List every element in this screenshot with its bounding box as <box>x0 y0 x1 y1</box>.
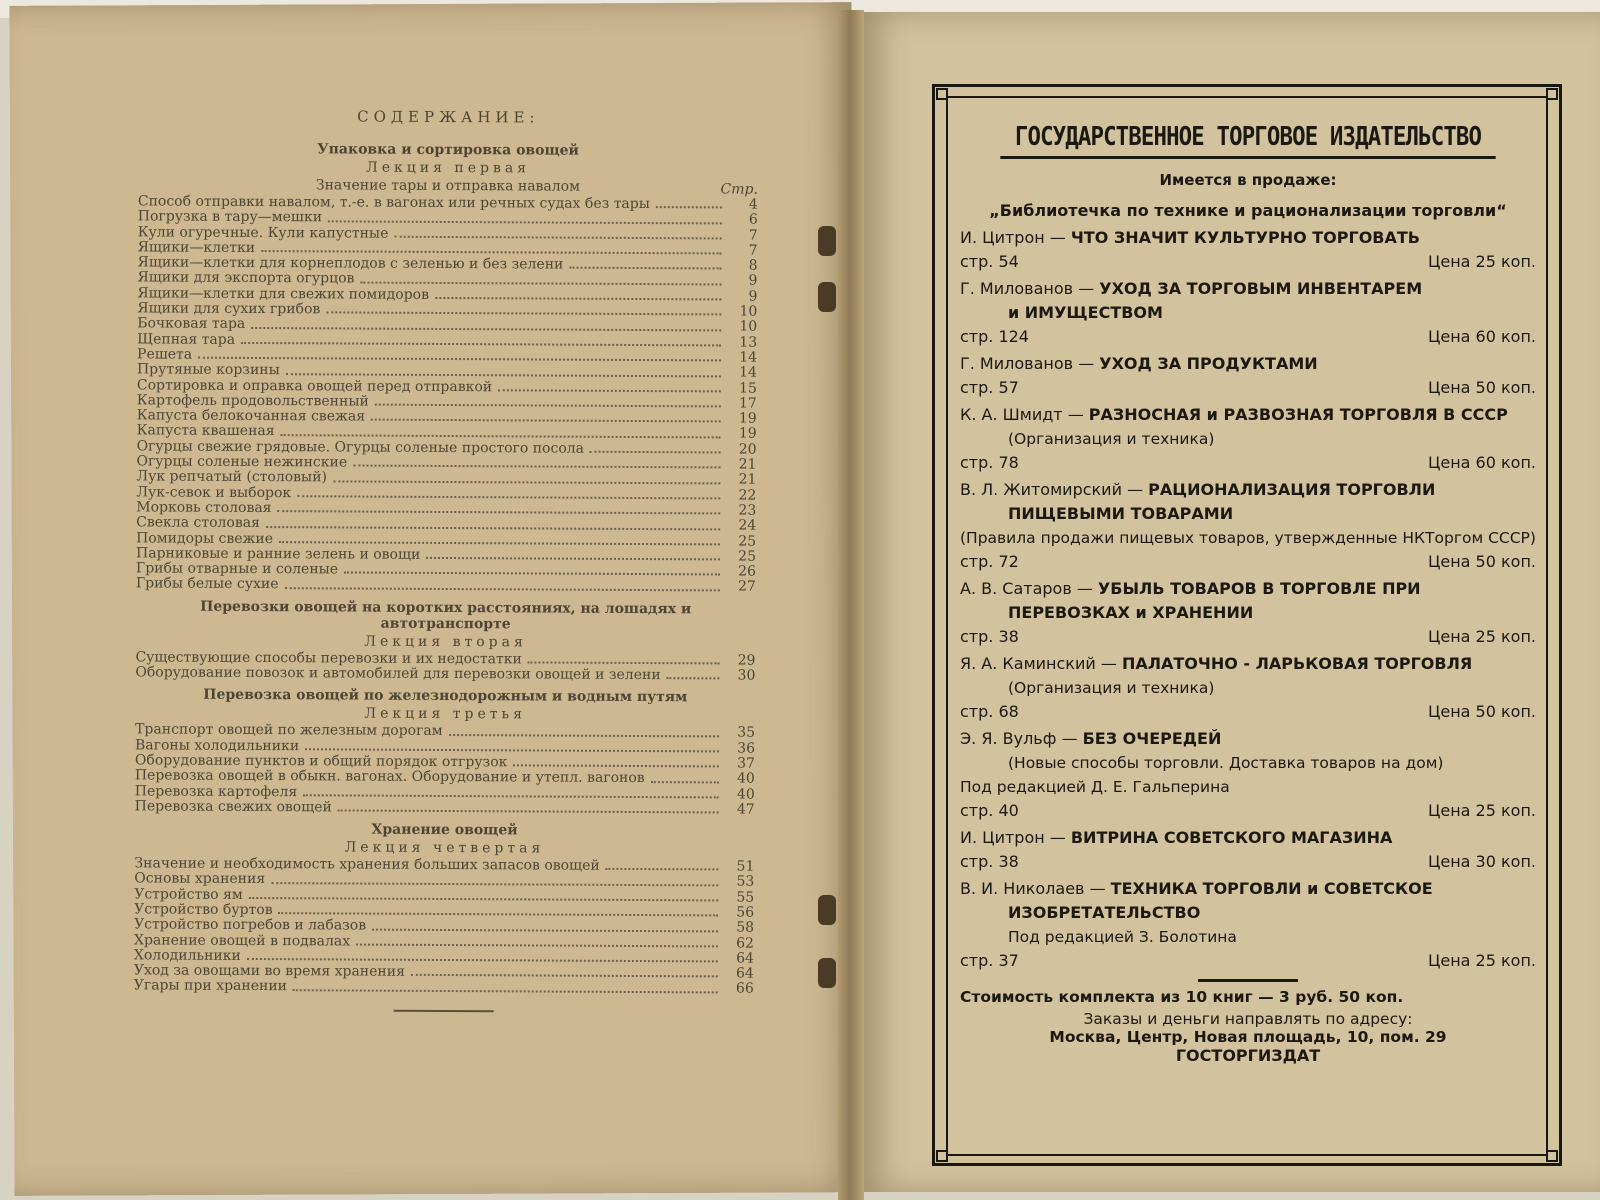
toc-section-title: Перевозки овощей на коротких расстояниях, на лошадях и автотранспорте <box>200 598 692 633</box>
toc-entry-page: 10 <box>739 318 758 336</box>
toc-entry-title: Морковь столовая <box>136 499 272 517</box>
dot-leader <box>328 220 722 224</box>
toc-entry-page: 21 <box>738 471 757 488</box>
staple-mark <box>818 282 836 312</box>
toc-lecture-label: Лекция первая <box>366 159 531 177</box>
book-author: И. Цитрон — <box>960 828 1071 847</box>
toc-entry-page: 66 <box>735 980 754 998</box>
dot-leader <box>372 928 718 932</box>
toc-entry-page: 40 <box>736 786 755 803</box>
toc-entry-page: 56 <box>736 904 755 921</box>
book-title: ПАЛАТОЧНО - ЛАРЬКОВАЯ ТОРГОВЛЯ <box>1121 654 1473 673</box>
toc-entry-page: 29 <box>737 652 756 669</box>
book-heading <box>960 277 1536 301</box>
dot-leader <box>528 661 720 664</box>
book-entry <box>960 652 1536 724</box>
toc-entry-title: Щепная тара <box>137 331 236 348</box>
toc-entry-title: Угары при хранении <box>133 977 288 995</box>
toc-entry-page: 55 <box>736 889 755 906</box>
book-price: Цена 25 коп. <box>1427 627 1536 646</box>
book-heading <box>960 352 1536 376</box>
toc-section-subtitle: Значение тары и отправка навалом <box>315 177 581 195</box>
book-heading <box>960 226 1536 250</box>
book-price: Цена 30 коп. <box>1427 852 1536 871</box>
toc-entry-page: 17 <box>738 395 757 412</box>
book-entry <box>960 352 1536 400</box>
toc-entry-title: Перевозка свежих овощей <box>134 798 332 816</box>
dot-leader <box>281 434 721 438</box>
series-title: „Библиотечка по технике и рационализации торговли“ <box>989 201 1507 220</box>
book-title: ВИТРИНА СОВЕТСКОГО МАГАЗИНА <box>1070 828 1393 847</box>
toc-entry <box>135 665 755 684</box>
toc-entry-page: 53 <box>736 873 755 891</box>
order-address: Москва, Центр, Новая площадь, 10, пом. 29 <box>1049 1028 1447 1046</box>
toc-entry-page: 22 <box>738 487 757 504</box>
book-price: Цена 50 коп. <box>1427 702 1536 721</box>
toc-entry-title: Ящики—клетки <box>137 239 256 256</box>
toc-entry-page: 25 <box>738 533 757 550</box>
dot-leader <box>338 810 719 814</box>
ad-divider <box>1198 979 1298 982</box>
book-author: Г. Милованов — <box>960 354 1100 373</box>
book-pages: стр. 38 <box>960 627 1019 646</box>
toc-entry-title: Значение и необходимость хранения больших запасов овощей <box>134 855 600 874</box>
dot-leader <box>278 510 721 514</box>
dot-leader <box>656 206 722 208</box>
book-pages: стр. 40 <box>960 801 1019 820</box>
book-title: ТЕХНИКА ТОРГОВЛИ и СОВЕТСКОЕ <box>1110 879 1433 898</box>
book-meta <box>960 700 1536 724</box>
book-entry <box>960 826 1536 874</box>
toc-entry-title: Оборудование пунктов и общий порядок отгрузок <box>134 752 508 771</box>
dot-leader <box>426 557 720 561</box>
toc-section-title: Перевозка овощей по железнодорожным и водным путям <box>203 687 688 706</box>
dot-leader <box>360 281 721 285</box>
toc-heading: СОДЕРЖАНИЕ: <box>357 107 540 127</box>
toc-entry-page: 64 <box>735 965 754 982</box>
toc-entry-title: Транспорт овощей по железным дорогам <box>135 721 443 740</box>
book-note: (Правила продажи пищевых товаров, утвержденные НКТоргом СССР) <box>960 529 1536 547</box>
publisher-title: ГОСУДАРСТВЕННОЕ ТОРГОВОЕ ИЗДАТЕЛЬСТВО <box>1000 122 1495 159</box>
toc-entry-page: 21 <box>738 456 757 473</box>
book-price: Цена 60 коп. <box>1427 453 1536 472</box>
book-pages: стр. 37 <box>960 951 1019 970</box>
toc-entry <box>137 332 757 351</box>
toc-entry-page: 26 <box>738 563 756 580</box>
dot-leader <box>326 312 721 316</box>
toc-entry-page: 25 <box>738 548 757 565</box>
toc-entry-title: Вагоны холодильники <box>134 736 300 754</box>
dot-leader <box>305 748 719 752</box>
book-title-continued: и ИМУЩЕСТВОМ <box>1008 303 1163 322</box>
toc-entry-page: 20 <box>738 441 757 458</box>
toc-lecture-label: Лекция вторая <box>364 633 527 651</box>
dot-leader <box>606 868 719 871</box>
toc-entry-page: 8 <box>748 257 758 274</box>
toc-entry-title: Ящики—клетки для свежих помидоров <box>137 285 430 303</box>
book-meta <box>960 850 1536 874</box>
book-entry <box>960 403 1536 475</box>
book-meta <box>960 550 1536 574</box>
toc-entry-title: Устройство буртов <box>134 901 273 919</box>
toc-entry-title: Огурцы соленые нежинские <box>136 453 348 471</box>
toc-entry-page: 9 <box>748 288 758 305</box>
toc-entry-page: 15 <box>739 380 757 397</box>
toc-entry-page: 24 <box>738 517 757 534</box>
toc-entry-title: Способ отправки навалом, т.-е. в вагонах или речных судах без тары <box>137 193 650 213</box>
toc-entry-page: 51 <box>736 858 755 875</box>
dot-leader <box>498 389 721 392</box>
toc-entry-page: 47 <box>736 801 755 818</box>
book-price: Цена 60 коп. <box>1427 327 1536 346</box>
book-meta <box>960 376 1536 400</box>
dot-leader <box>344 572 720 576</box>
dot-leader <box>279 541 720 545</box>
dot-leader <box>394 236 721 240</box>
book-pages: стр. 38 <box>960 852 1019 871</box>
book-meta <box>960 250 1536 274</box>
book-note: (Новые способы торговли. Доставка товаров на дом) <box>1008 754 1444 772</box>
book-note: (Организация и техника) <box>1008 430 1215 448</box>
book-heading <box>960 826 1536 850</box>
toc-entry-page: 58 <box>736 919 755 936</box>
toc-entry-title: Грибы белые сухие <box>135 575 279 593</box>
book-author: И. Цитрон — <box>960 228 1071 247</box>
book-title-continued: ПЕРЕВОЗКАХ и ХРАНЕНИИ <box>1008 603 1254 622</box>
toc-entry-title: Лук-севок и выборок <box>136 484 292 501</box>
toc-entry-page: 27 <box>737 578 756 596</box>
book-pages: стр. 57 <box>960 378 1019 397</box>
dot-leader <box>241 342 721 347</box>
book-price: Цена 25 коп. <box>1427 951 1536 970</box>
publisher-advertisement <box>960 122 1536 1065</box>
toc-entry-title: Оборудование повозок и автомобилей для перевозки овощей и зелени <box>135 664 661 684</box>
toc-section-title: Упаковка и сортировка овощей <box>317 141 579 159</box>
toc-entry-title: Бочковая тара <box>137 315 246 333</box>
toc-entry-page: 37 <box>737 755 755 772</box>
toc-entry-title: Огурцы свежие грядовые. Огурцы соленые простого посола <box>136 438 585 457</box>
toc-entry-title: Помидоры свежие <box>136 529 274 547</box>
toc-entry-page: 4 <box>748 196 758 213</box>
book-heading <box>960 652 1536 676</box>
toc-entry-page: 6 <box>748 211 758 228</box>
book-author: Г. Милованов — <box>960 279 1100 298</box>
dot-leader <box>411 974 718 978</box>
book-meta <box>960 325 1536 349</box>
toc-entry-page: 13 <box>739 334 758 351</box>
toc-entry-title: Парниковые и ранние зелень и овощи <box>135 545 421 563</box>
toc-entry-title: Уход за овощами во время хранения <box>133 962 405 980</box>
toc-lecture-label: Лекция третья <box>364 705 526 723</box>
toc-entry-page: 64 <box>736 950 754 967</box>
frame-corner <box>1546 88 1558 100</box>
book-entry <box>960 727 1536 823</box>
frame-corner <box>936 88 948 100</box>
toc-entry <box>134 979 754 998</box>
dot-leader <box>513 765 719 768</box>
toc-entry-page: 19 <box>738 410 757 427</box>
book-title: РАЗНОСНАЯ и РАЗВОЗНАЯ ТОРГОВЛЯ В СССР <box>1088 405 1508 424</box>
set-price: Стоимость комплекта из 10 книг — 3 руб. 50 коп. <box>960 988 1404 1006</box>
toc-entry-title: Ящики для сухих грибов <box>137 300 321 318</box>
book-meta <box>960 949 1536 973</box>
toc-entry-title: Перевозка овощей в обыкн. вагонах. Оборудование и утепл. вагонов <box>134 767 645 787</box>
toc-entry-page: 14 <box>739 364 758 381</box>
book-entry <box>960 226 1536 274</box>
toc-entry-page: 7 <box>748 242 758 259</box>
book-pages: стр. 54 <box>960 252 1019 271</box>
book-title: БЕЗ ОЧЕРЕДЕЙ <box>1082 729 1222 748</box>
book-author: В. И. Николаев — <box>960 879 1111 898</box>
book-meta <box>960 451 1536 475</box>
toc-entry-title: Свекла столовая <box>136 514 260 532</box>
toc-entry-title: Сортировка и оправка овощей перед отправкой <box>136 376 493 395</box>
toc-entry-title: Существующие способы перевозки и их недостатки <box>135 649 522 668</box>
publisher-name: ГОСТОРГИЗДАТ <box>1175 1046 1321 1065</box>
dot-leader <box>356 943 718 947</box>
book-note: Под редакцией З. Болотина <box>1008 928 1237 946</box>
book-title: УБЫЛЬ ТОВАРОВ В ТОРГОВЛЕ ПРИ <box>1097 579 1421 598</box>
book-entry <box>960 277 1536 349</box>
toc-entry-page: 9 <box>748 273 758 290</box>
frame-corner <box>936 1150 948 1162</box>
toc-entry-page: 36 <box>737 740 756 757</box>
toc-entry-title: Основы хранения <box>134 870 266 888</box>
dot-leader <box>590 451 721 454</box>
book-title: РАЦИОНАЛИЗАЦИЯ ТОРГОВЛИ <box>1148 480 1436 499</box>
book-title-continued: ИЗОБРЕТАТЕЛЬСТВО <box>1008 903 1201 922</box>
toc-sections <box>134 140 758 997</box>
dot-leader <box>261 250 722 254</box>
frame-corner <box>1546 1150 1558 1162</box>
toc-entry-page: 23 <box>738 502 757 519</box>
toc-entry-title: Холодильники <box>133 947 241 964</box>
book-title: УХОД ЗА ТОРГОВЫМ ИНВЕНТАРЕМ <box>1099 279 1423 298</box>
book-author: К. А. Шмидт — <box>960 405 1089 424</box>
book-pages: стр. 72 <box>960 552 1019 571</box>
dot-leader <box>435 297 721 300</box>
book-entry <box>960 877 1536 973</box>
toc-entry-title: Грибы отварные и соленые <box>135 560 339 578</box>
toc-entry-title: Устройство ям <box>134 886 243 903</box>
book-author: А. В. Сатаров — <box>960 579 1098 598</box>
toc-entry-title: Ящики—клетки для корнеплодов с зеленью и без зелени <box>137 254 564 273</box>
page-column-header: Стр. <box>720 181 758 198</box>
toc-entry-page: 7 <box>748 227 758 244</box>
book-list <box>960 226 1536 973</box>
dot-leader <box>247 958 718 962</box>
book-entry <box>960 478 1536 574</box>
book-heading <box>960 478 1536 502</box>
book-heading <box>960 727 1536 751</box>
dot-leader <box>249 897 719 901</box>
toc-entry-title: Решета <box>137 346 193 363</box>
staple-mark <box>818 226 836 256</box>
book-heading <box>960 577 1536 601</box>
dot-leader <box>371 419 721 423</box>
dot-leader <box>266 526 720 530</box>
table-of-contents <box>134 106 759 1013</box>
toc-entry <box>136 577 756 596</box>
book-pages: стр. 124 <box>960 327 1029 346</box>
toc-entry-title: Прутяные корзины <box>136 361 280 379</box>
dot-leader <box>251 327 721 331</box>
in-stock-label: Имеется в продаже: <box>1159 171 1337 189</box>
dot-leader <box>279 912 719 916</box>
dot-leader <box>333 480 720 484</box>
toc-entry-title: Устройство погребов и лабазов <box>134 916 367 934</box>
dot-leader <box>297 495 720 499</box>
toc-entry-page: 40 <box>736 770 755 787</box>
book-title-continued: ПИЩЕВЫМИ ТОВАРАМИ <box>1008 504 1234 523</box>
toc-entry-title: Хранение овощей в подвалах <box>133 931 351 950</box>
book-title: УХОД ЗА ПРОДУКТАМИ <box>1099 354 1318 373</box>
book-pages: стр. 68 <box>960 702 1019 721</box>
toc-section-title: Хранение овощей <box>371 821 518 839</box>
book-pages: стр. 78 <box>960 453 1019 472</box>
dot-leader <box>569 267 721 270</box>
toc-entry-page: 14 <box>739 349 758 366</box>
book-gutter <box>838 10 864 1200</box>
toc-entry-page: 62 <box>736 935 755 952</box>
dot-leader <box>449 734 719 737</box>
dot-leader <box>667 677 720 679</box>
dot-leader <box>286 373 721 377</box>
toc-lecture-label: Лекция четвертая <box>344 839 545 857</box>
orders-note: Заказы и деньги направлять по адресу: <box>1083 1010 1413 1028</box>
dot-leader <box>651 781 719 783</box>
book-price: Цена 25 коп. <box>1427 801 1536 820</box>
book-price: Цена 25 коп. <box>1427 252 1536 271</box>
dot-leader <box>353 465 720 469</box>
book-price: Цена 50 коп. <box>1427 378 1536 397</box>
toc-entry-title: Капуста квашеная <box>136 422 275 440</box>
dot-leader <box>198 357 721 362</box>
toc-entry-title: Перевозка картофеля <box>134 782 298 800</box>
book-entry <box>960 577 1536 649</box>
book-title: ЧТО ЗНАЧИТ КУЛЬТУРНО ТОРГОВАТЬ <box>1070 228 1420 247</box>
dot-leader <box>271 882 718 886</box>
dot-leader <box>375 404 721 408</box>
book-author: В. Л. Житомирский — <box>960 480 1149 499</box>
book-heading <box>960 877 1536 901</box>
staple-mark <box>818 958 836 988</box>
book-author: Я. А. Каминский — <box>960 654 1122 673</box>
toc-entry-title: Картофель продовольственный <box>136 392 369 410</box>
book-meta <box>960 625 1536 649</box>
book-meta <box>960 799 1536 823</box>
dot-leader <box>285 587 720 591</box>
toc-entry-title: Погрузка в тару—мешки <box>137 208 323 226</box>
staple-mark <box>818 895 836 925</box>
toc-entry-page: 19 <box>738 425 757 443</box>
book-note: Под редакцией Д. Е. Гальперина <box>960 778 1230 796</box>
toc-entry-title: Капуста белокочанная свежая <box>136 407 366 425</box>
book-heading <box>960 403 1536 427</box>
toc-entry-title: Кули огуречные. Кули капустные <box>137 223 389 242</box>
toc-entry <box>135 799 755 818</box>
toc-entry-page: 30 <box>737 667 756 684</box>
book-price: Цена 50 коп. <box>1427 552 1536 571</box>
toc-entry-page: 35 <box>737 724 756 741</box>
toc-entry-title: Лук репчатый (столовый) <box>136 468 328 486</box>
dot-leader <box>293 989 718 993</box>
book-note: (Организация и техника) <box>1008 679 1215 697</box>
book-author: Э. Я. Вульф — <box>960 729 1083 748</box>
toc-entry-title: Ящики для экспорта огурцов <box>137 269 355 288</box>
toc-entry-page: 10 <box>739 303 758 320</box>
dot-leader <box>303 794 719 798</box>
